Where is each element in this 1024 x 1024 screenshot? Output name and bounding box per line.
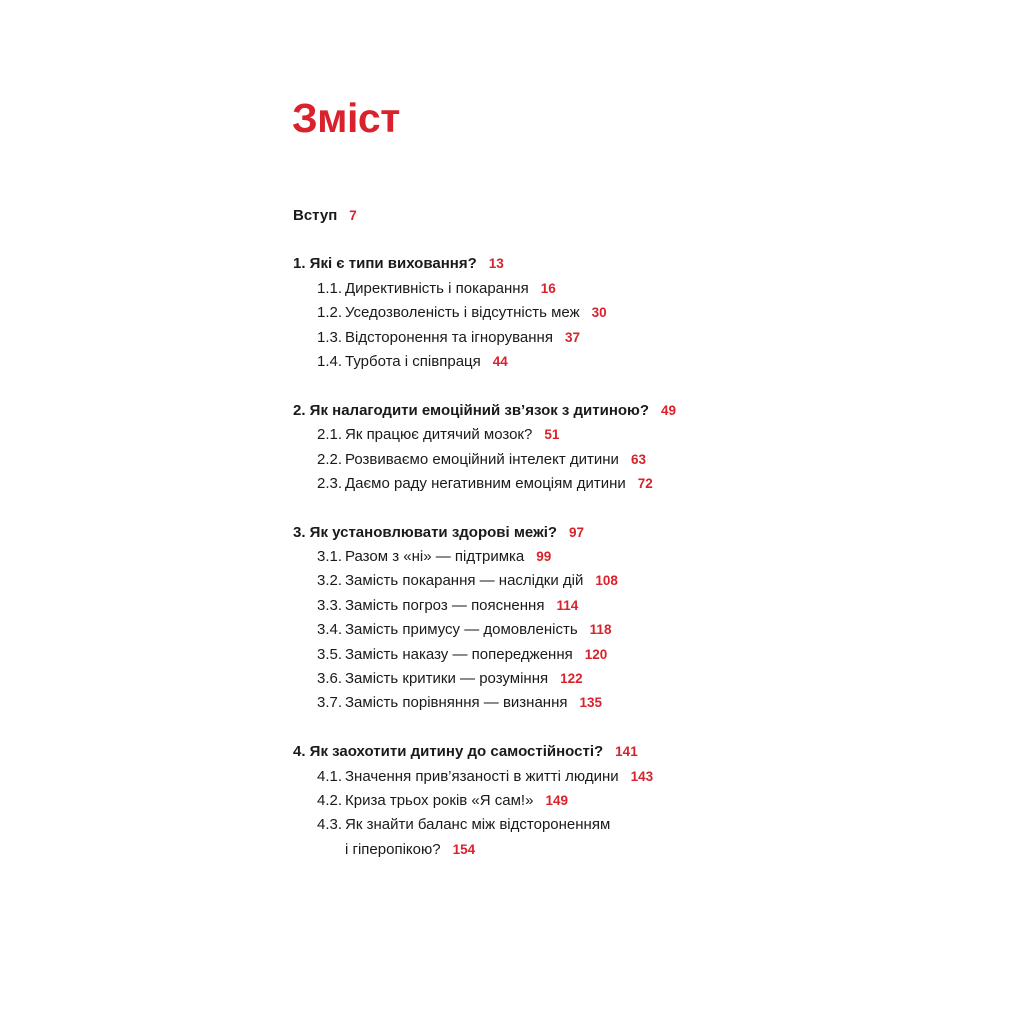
subsection-title: Турбота і співпраця [345, 352, 481, 370]
subsection-title: Як знайти баланс між відстороненням [345, 816, 611, 834]
toc-chapter-3 [293, 521, 713, 716]
subsection-number: 4.1. [317, 767, 343, 785]
subsection-page-number: 118 [589, 622, 612, 638]
subsection-page-number: 30 [591, 305, 607, 321]
subsection-number: 1.1. [317, 279, 343, 297]
toc-subsection[interactable] [293, 350, 713, 374]
subsection-number: 1.4. [317, 352, 343, 370]
subsection-page-number: 122 [560, 671, 583, 687]
toc-subsection[interactable] [293, 813, 713, 837]
toc-subsection-continuation[interactable] [293, 838, 713, 862]
subsection-page-number: 120 [584, 646, 608, 662]
subsection-number: 2.1. [317, 426, 343, 444]
subsection-title: Директивність і покарання [345, 279, 529, 297]
subsection-title: Даємо раду негативним емоціям дитини [345, 474, 626, 492]
toc-subsection[interactable] [293, 691, 713, 715]
subsection-page-number: 99 [536, 549, 552, 565]
toc-subsection[interactable] [293, 301, 713, 325]
subsection-number: 3.3. [317, 596, 343, 614]
subsection-page-number: 63 [630, 451, 646, 467]
subsection-title: Значення прив’язаності в житті людини [345, 767, 619, 785]
toc-subsection[interactable] [293, 569, 713, 593]
chapter-page-number: 49 [661, 402, 677, 418]
subsection-page-number: 143 [630, 768, 654, 784]
chapter-title-text: 2. Як налагодити емоційний зв’язок з дитиною? [293, 401, 650, 419]
chapter-page-number: 97 [569, 524, 585, 540]
toc-intro-label: Вступ [293, 207, 338, 224]
subsection-number: 3.4. [317, 621, 343, 639]
toc-chapter-title[interactable] [293, 252, 713, 276]
chapter-title-text: 4. Як заохотити дитину до самостійності? [293, 743, 604, 761]
subsection-title: Замість примусу — домовленість [345, 621, 578, 639]
subsection-number: 4.2. [317, 791, 343, 809]
subsection-page-number: 135 [579, 695, 603, 711]
subsection-title-continuation: і гіперопікою? [345, 840, 441, 858]
toc-subsection[interactable] [293, 472, 713, 496]
subsection-number: 2.3. [317, 474, 343, 492]
toc-subsection[interactable] [293, 789, 713, 813]
subsection-title: Уседозволеність і відсутність меж [345, 304, 580, 322]
subsection-page-number: 51 [544, 427, 560, 443]
page-title: Зміст [292, 95, 400, 141]
subsection-title: Замість порівняння — визнання [345, 694, 568, 712]
subsection-page-number: 114 [556, 597, 579, 613]
subsection-page-number: 37 [564, 329, 580, 345]
subsection-title: Замість наказу — попередження [345, 645, 573, 663]
toc-chapter-4 [293, 740, 713, 862]
toc-subsection[interactable] [293, 545, 713, 569]
subsection-title: Замість покарання — наслідки дій [345, 572, 584, 590]
subsection-number: 2.2. [317, 450, 343, 468]
toc-subsection[interactable] [293, 594, 713, 618]
chapter-title-text: 3. Як установлювати здорові межі? [293, 523, 558, 541]
subsection-page-number: 149 [545, 792, 568, 808]
subsection-number: 1.2. [317, 304, 343, 322]
toc-chapter-2 [293, 399, 713, 497]
toc-chapter-title[interactable] [293, 521, 713, 545]
table-of-contents [293, 204, 713, 887]
toc-subsection[interactable] [293, 618, 713, 642]
toc-intro-page: 7 [349, 208, 357, 223]
subsection-title: Як працює дитячий мозок? [345, 426, 533, 444]
subsection-title: Разом з «ні» — підтримка [345, 548, 525, 566]
toc-chapter-title[interactable] [293, 740, 713, 764]
subsection-title: Криза трьох років «Я сам!» [345, 791, 534, 809]
toc-subsection[interactable] [293, 277, 713, 301]
toc-subsection[interactable] [293, 765, 713, 789]
subsection-page-number: 44 [492, 353, 508, 369]
subsection-number: 4.3. [317, 816, 343, 834]
subsection-title: Замість критики — розуміння [345, 670, 549, 688]
subsection-page-number: 16 [540, 280, 556, 296]
subsection-title: Замість погроз — пояснення [345, 596, 545, 614]
subsection-number: 3.7. [317, 694, 343, 712]
toc-intro[interactable] [293, 204, 713, 228]
subsection-number: 3.5. [317, 645, 343, 663]
subsection-number: 3.1. [317, 548, 343, 566]
toc-chapter-title[interactable] [293, 399, 713, 423]
toc-subsection[interactable] [293, 448, 713, 472]
chapter-page-number: 141 [615, 744, 638, 760]
subsection-page-number: 154 [452, 841, 476, 857]
subsection-number: 1.3. [317, 328, 343, 346]
subsection-title: Розвиваємо емоційний інтелект дитини [345, 450, 619, 468]
chapter-page-number: 13 [488, 256, 504, 272]
chapter-title-text: 1. Які є типи виховання? [293, 255, 477, 273]
toc-subsection[interactable] [293, 423, 713, 447]
subsection-number: 3.6. [317, 670, 343, 688]
toc-subsection[interactable] [293, 326, 713, 350]
subsection-number: 3.2. [317, 572, 343, 590]
toc-chapter-1 [293, 252, 713, 374]
subsection-title: Відсторонення та ігнорування [345, 328, 553, 346]
toc-subsection[interactable] [293, 667, 713, 691]
toc-subsection[interactable] [293, 643, 713, 667]
subsection-page-number: 108 [595, 573, 618, 589]
subsection-page-number: 72 [637, 475, 653, 491]
